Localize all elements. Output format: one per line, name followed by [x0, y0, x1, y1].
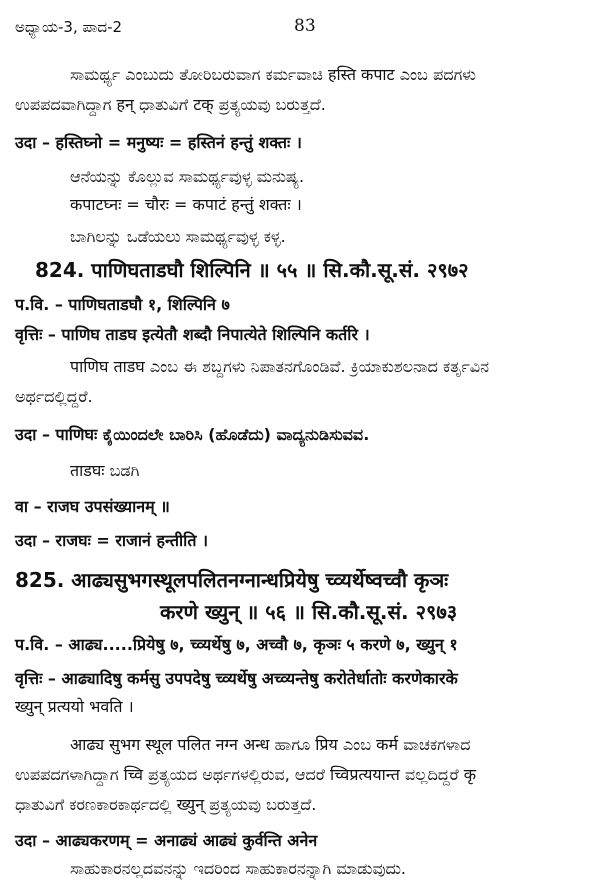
padaviccheda-line: प.वि. – आढ्य.....प्रियेषु ७, च्व्यर्थेषु ७, अच्वौ ७, कृञः ५ करणे ७, ख्युन् १ — [15, 635, 458, 654]
translation-line: ಆನೆಯನ್ನು ಕೊಲ್ಲುವ ಸಾಮರ್ಥ್ಯವುಳ್ಳ ಮನುಷ್ಯ. — [70, 167, 305, 186]
paragraph-line: आढ्य सुभग स्थूल पलित नग्न अन्ध ಹಾಗೂ प्रिय ಎಂಬ कर्म ವಾಚಕಗಳಾದ — [70, 735, 471, 754]
page-header — [0, 0, 600, 40]
padaviccheda-line: प.वि. – पाणिघताडघौ १, शिल्पिनि ७ — [15, 295, 230, 314]
example-line: उदा – पाणिघः ಕೈಯಿಂದಲೇ ಬಾರಿಸಿ (ಹೊಡೆದು) ವಾದ್ಯನುಡಿಸುವವ. — [15, 425, 370, 444]
example-line: ताडघः ಬಡಗಿ — [70, 461, 140, 480]
paragraph-line: ಧಾತುವಿಗೆ ಕರಣಕಾರಕಾರ್ಥದಲ್ಲಿ ख्युन् ಪ್ರತ್ಯಯವು ಬರುತ್ತದೆ. — [15, 795, 317, 814]
chapter-heading: ಅಧ್ಯಾಯ-3, ಪಾದ-2 — [15, 18, 123, 36]
vritti-line: वृत्तिः – आढ्यादिषु कर्मसु उपपदेषु च्व्यर्थेषु अच्व्यन्तेषु करोतेर्धातोः करणेकारके — [15, 669, 458, 688]
example-line: उदा – हस्तिघ्नो = मनुष्यः = हस्तिनं हन्तुं शक्तः । — [15, 133, 302, 152]
sutra-heading-continued: करणे ख्युन् ॥ ५६ ॥ सि.कौ.सू.सं. २९७३ — [160, 600, 458, 624]
paragraph-line: ಉಪಪದವಾಗಿದ್ದಾಗ हन् ಧಾತುವಿಗೆ टक् ಪ್ರತ್ಯಯವು ಬರುತ್ತದೆ. — [15, 95, 326, 114]
vritti-line: वृत्तिः – पाणिघ ताडघ इत्येतौ शब्दौ निपात्येते शिल्पिनि कर्तरि । — [15, 325, 370, 344]
paragraph-line: ಸಾಮರ್ಥ್ಯ ಎಂಬುದು ತೋರಿಬರುವಾಗ ಕರ್ಮವಾಚಿ हस्ति कपाट ಎಂಬ ಪದಗಳು — [70, 65, 477, 84]
translation-line: ಸಾಹುಕಾರನಲ್ಲದವನನ್ನು ಇದರಿಂದ ಸಾಹುಕಾರನನ್ನಾಗಿ ಮಾಡುವುದು. — [70, 859, 406, 878]
sutra-heading: 825. आढ्यसुभगस्थूलपलितनग्नान्धप्रियेषु च्व्यर्थेष्वच्वौ कृञः — [15, 568, 449, 592]
paragraph-line: ख्युन् प्रत्ययो भवति । — [15, 697, 134, 716]
example-line: उदा – आढ्यकरणम् = अनाढ्यं आढ्यं कुर्वन्ति अनेन — [15, 831, 318, 850]
paragraph-line: ಉಪಪದಗಳಾಗಿದ್ದಾಗ च्वि ಪ್ರತ್ಯಯದ ಅರ್ಥಗಳಲ್ಲಿರುವ, ಆದರೆ च्विप्रत्ययान्त ವಲ್ಲದಿದ್ದರೆ कृ — [15, 765, 477, 784]
paragraph-line: पाणिघ ताडघ ಎಂಬ ಈ ಶಬ್ದಗಳು ನಿಪಾತನಗೊಂಡಿವೆ. ಕ್ರಿಯಾಕುಶಲನಾದ ಕರ್ತೃವಿನ — [70, 357, 490, 376]
page-number: 83 — [294, 16, 316, 36]
paragraph-line: ಅರ್ಥದಲ್ಲಿದ್ದರೆ. — [15, 387, 93, 406]
translation-line: ಬಾಗಿಲನ್ನು ಒಡೆಯಲು ಸಾಮರ್ಥ್ಯವುಳ್ಳ ಕಳ್ಳ. — [70, 227, 286, 246]
vartika-line: वा – राजघ उपसंख्यानम् ॥ — [15, 497, 170, 516]
example-line: उदा – राजघः = राजानं हन्तीति । — [15, 531, 209, 550]
sutra-heading: 824. पाणिघताडघौ शिल्पिनि ॥ ५५ ॥ सि.कौ.सू.सं. २९७२ — [35, 258, 469, 282]
example-line: कपाटघ्नः = चौरः = कपाटं हन्तुं शक्तः । — [70, 195, 302, 214]
